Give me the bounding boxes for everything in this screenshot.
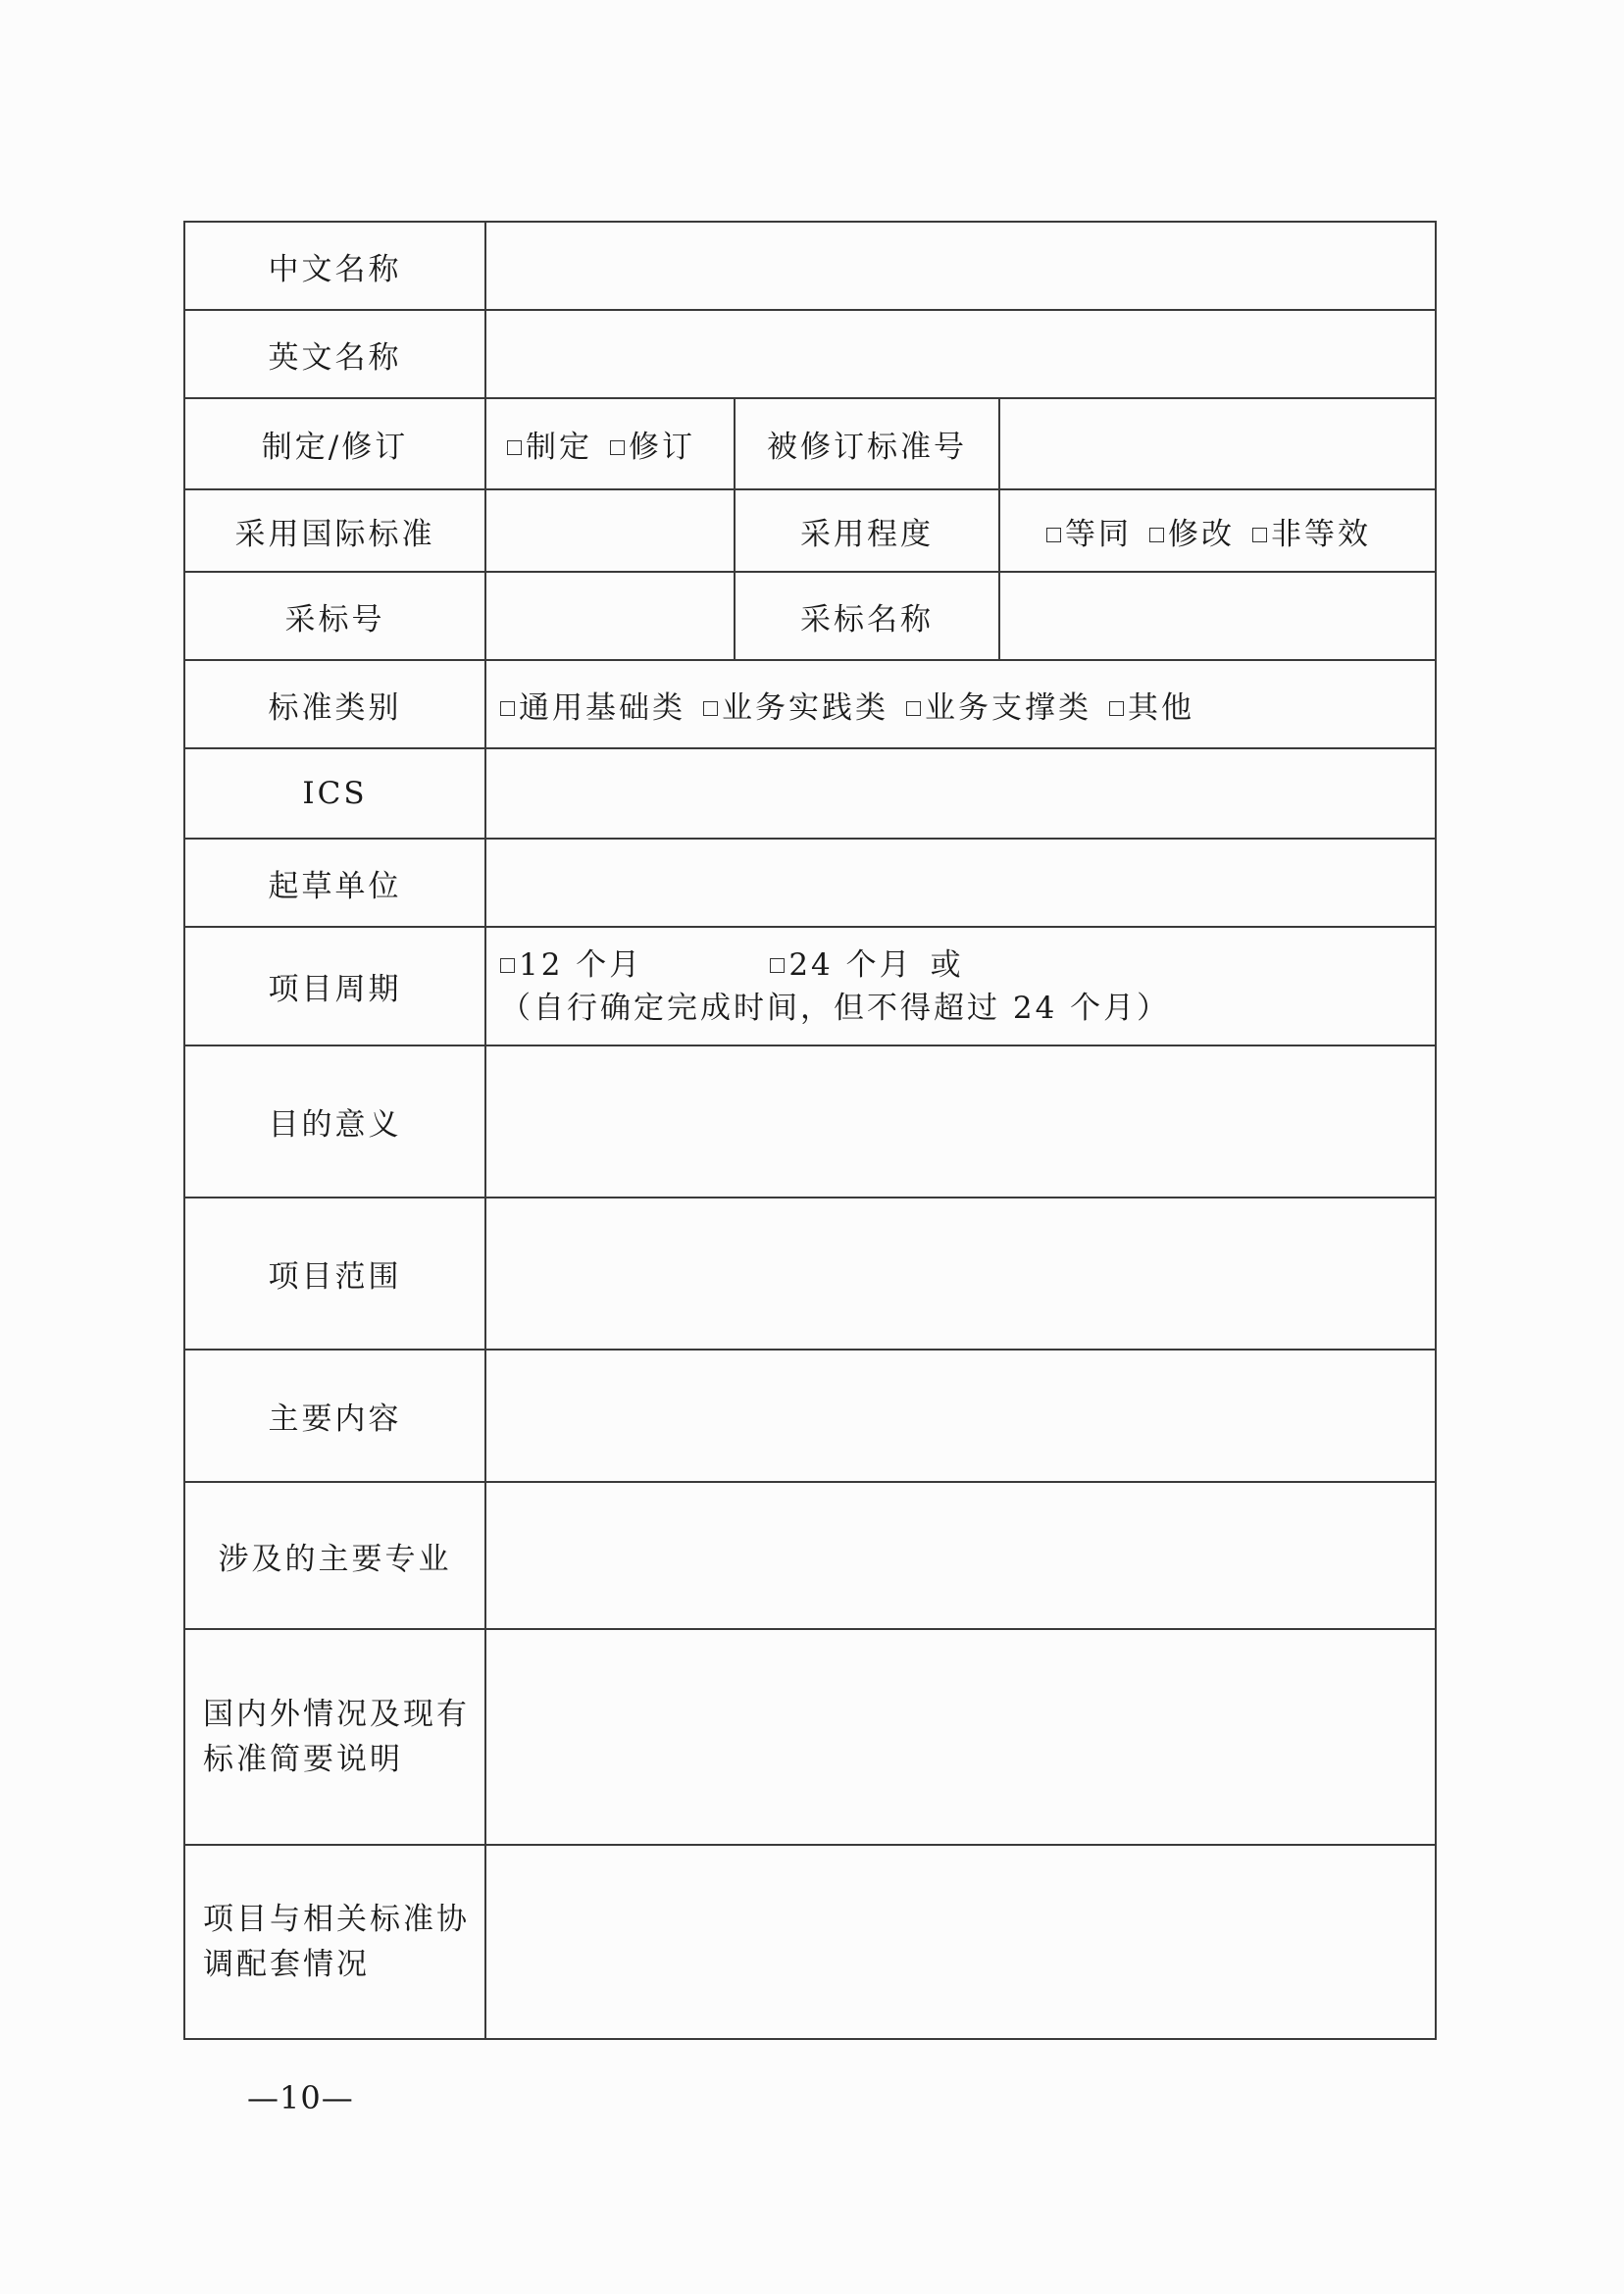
period-or: 或: [930, 946, 964, 983]
revised-std-no-label: 被修订标准号: [735, 398, 999, 489]
majors-label: 涉及的主要专业: [184, 1482, 485, 1629]
adopt-intl-field[interactable]: [485, 489, 735, 572]
option-general-basic[interactable]: 通用基础类: [500, 690, 685, 726]
period-note: （自行确定完成时间，但不得超过 24 个月）: [500, 990, 1171, 1026]
scope-field[interactable]: [485, 1198, 1436, 1350]
checkbox-icon[interactable]: [500, 701, 515, 716]
checkbox-icon[interactable]: [500, 958, 515, 973]
main-content-field[interactable]: [485, 1350, 1436, 1482]
purpose-field[interactable]: [485, 1045, 1436, 1198]
option-revise[interactable]: 修订: [610, 430, 695, 465]
english-name-label: 英文名称: [184, 310, 485, 398]
period-options: [485, 927, 1436, 1045]
project-proposal-form: [183, 221, 1437, 2040]
adopt-intl-label: 采用国际标准: [184, 489, 485, 572]
checkbox-icon[interactable]: [1109, 701, 1124, 716]
english-name-field[interactable]: [485, 310, 1436, 398]
option-make[interactable]: 制定: [507, 430, 592, 465]
period-label: 项目周期: [184, 927, 485, 1045]
std-category-label: 标准类别: [184, 660, 485, 748]
chinese-name-label: 中文名称: [184, 222, 485, 310]
option-other[interactable]: 其他: [1109, 690, 1194, 726]
make-revise-options: [485, 398, 735, 489]
adopt-degree-label: 采用程度: [735, 489, 999, 572]
coordination-label: 项目与相关标准协 调配套情况: [184, 1845, 485, 2039]
adopt-name-field[interactable]: [999, 572, 1436, 660]
main-content-label: 主要内容: [184, 1350, 485, 1482]
chinese-name-field[interactable]: [485, 222, 1436, 310]
option-identical[interactable]: 等同: [1046, 517, 1132, 552]
situation-field[interactable]: [485, 1629, 1436, 1845]
checkbox-icon[interactable]: [703, 701, 718, 716]
option-modified[interactable]: 修改: [1149, 517, 1235, 552]
checkbox-icon[interactable]: [906, 701, 921, 716]
coordination-field[interactable]: [485, 1845, 1436, 2039]
option-12-months[interactable]: 12 个月: [500, 947, 642, 983]
adopt-degree-options: [999, 489, 1436, 572]
option-non-equivalent[interactable]: 非等效: [1252, 517, 1371, 552]
drafting-unit-field[interactable]: [485, 839, 1436, 927]
situation-label: 国内外情况及现有 标准简要说明: [184, 1629, 485, 1845]
majors-field[interactable]: [485, 1482, 1436, 1629]
purpose-label: 目的意义: [184, 1045, 485, 1198]
checkbox-icon[interactable]: [1046, 528, 1061, 542]
make-revise-label: 制定/修订: [184, 398, 485, 489]
ics-field[interactable]: [485, 748, 1436, 839]
page-number: —10—: [247, 2079, 354, 2116]
adopt-no-label: 采标号: [184, 572, 485, 660]
ics-label: ICS: [184, 748, 485, 839]
option-24-months[interactable]: 24 个月: [770, 947, 912, 983]
checkbox-icon[interactable]: [1149, 528, 1164, 542]
option-business-support[interactable]: 业务支撑类: [906, 690, 1091, 726]
adopt-name-label: 采标名称: [735, 572, 999, 660]
checkbox-icon[interactable]: [770, 958, 785, 973]
option-business-practice[interactable]: 业务实践类: [703, 690, 888, 726]
checkbox-icon[interactable]: [1252, 528, 1267, 542]
revised-std-no-field[interactable]: [999, 398, 1436, 489]
checkbox-icon[interactable]: [610, 440, 625, 455]
std-category-options: [485, 660, 1436, 748]
checkbox-icon[interactable]: [507, 440, 522, 455]
scope-label: 项目范围: [184, 1198, 485, 1350]
drafting-unit-label: 起草单位: [184, 839, 485, 927]
adopt-no-field[interactable]: [485, 572, 735, 660]
